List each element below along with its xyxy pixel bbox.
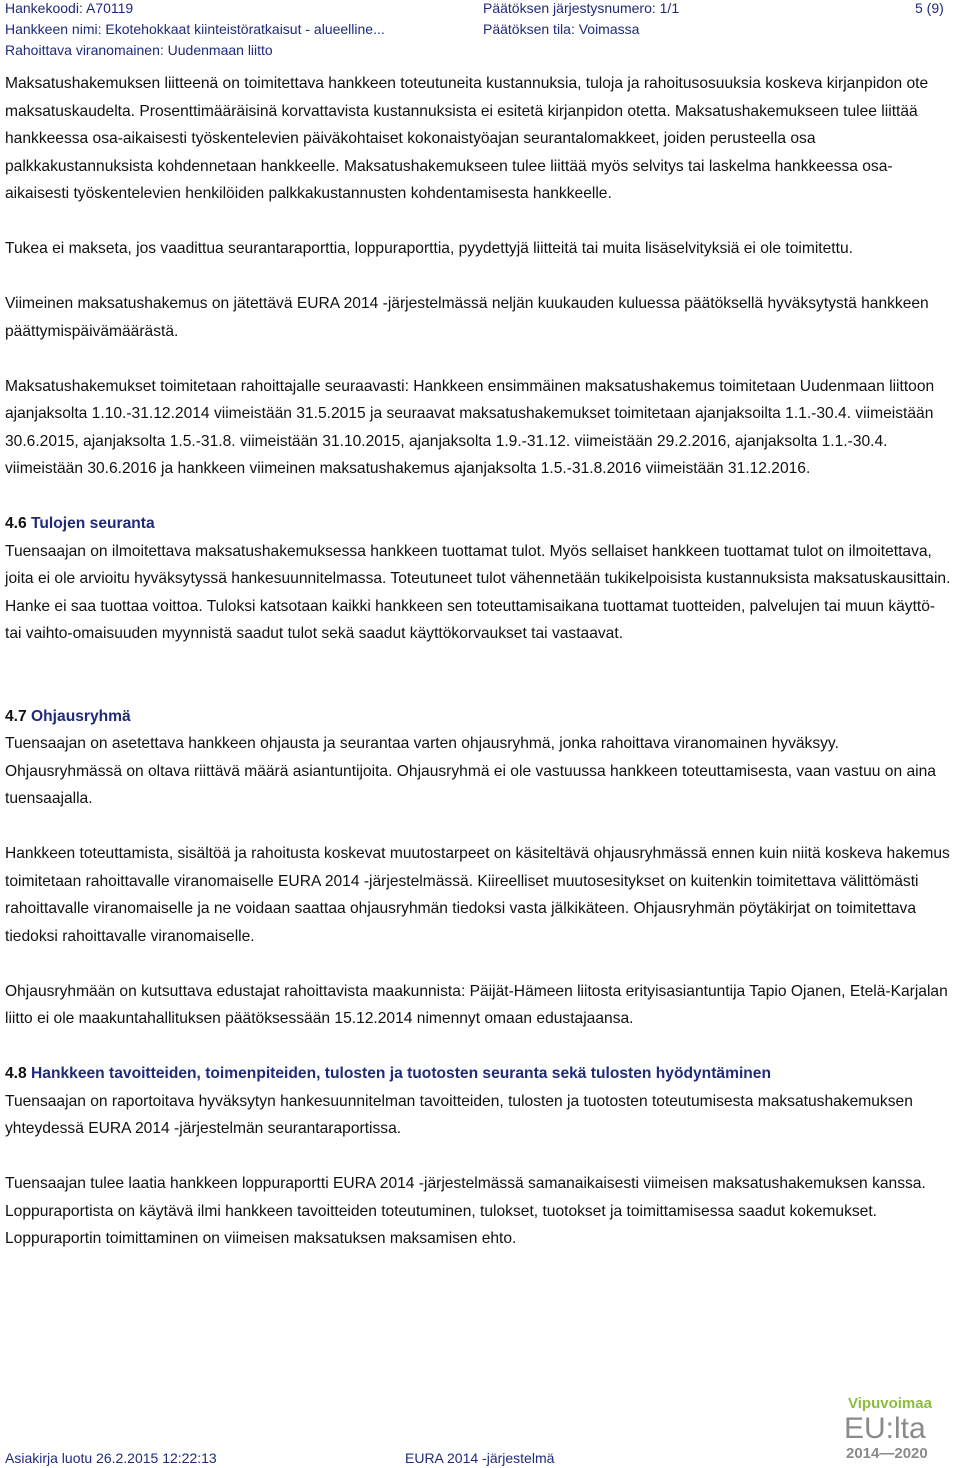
paragraph-payment-attachments: Maksatushakemuksen liitteenä on toimitettava hankkeen toteutuneita kustannuksia, tuloja ja rahoitusosuuksia koskeva kirjanpidon ote maksatuskaudelta. Prosenttimääräisinä korvattavista kustannuksista ei esitetä kirjanpidon otetta. Maksatushakemukseen tulee liittää hankkeessa osa-aikaisesti työskentelevien päiväkohtaiset kokonaistyöajan seurantalomakkeet, joiden perusteella osa palkkakustannuksista kohdennetaan hankkeelle. Maksatushakemukseen tulee liittää myös selvitys tai laskelma hankkeessa osa-aikaisesti työskentelevien henkilöiden palkkakustannusten kohdentamisesta hankkeelle. xyxy=(5,75,929,202)
system-name: EURA 2014 -järjestelmä xyxy=(405,1450,555,1466)
paragraph-steering-1: Tuensaajan on asetettava hankkeen ohjausta ja seurantaa varten ohjausryhmä, jonka rahoittava viranomainen hyväksyy. Ohjausryhmässä on oltava riittävä määrä asiantuntijoita. Ohjausryhmä ei ole vastuussa hankkeen toteuttamisesta, vaan vastuu on aina tuensaajalla. xyxy=(5,735,936,807)
heading-title: Hankkeen tavoitteiden, toimenpiteiden, tulosten ja tuotosten seuranta sekä tulosten hyödyntäminen xyxy=(31,1065,771,1082)
document-created: Asiakirja luotu 26.2.2015 12:22:13 xyxy=(5,1450,217,1466)
project-name: Hankkeen nimi: Ekotehokkaat kiinteistöratkaisut - alueelline... xyxy=(5,21,385,37)
heading-income-monitoring xyxy=(5,510,955,538)
paragraph-reporting-2: Tuensaajan tulee laatia hankkeen loppuraportti EURA 2014 -järjestelmässä samanaikaisesti viimeisen maksatushakemuksen kanssa. Loppuraportista on käytävä ilmi hankkeen tavoitteiden toteutuminen, tulokset, tuotokset ja toimittamisessa saadut kokemukset. Loppuraportin toimittaminen on viimeisen maksatuksen maksamisen ehto. xyxy=(5,1175,926,1247)
heading-title: Tulojen seuranta xyxy=(31,515,155,532)
logo-line-2: EU:lta xyxy=(844,1412,926,1445)
heading-number: 4.8 xyxy=(5,1065,27,1082)
spacer xyxy=(5,675,955,703)
paragraph-schedule: Maksatushakemukset toimitetaan rahoittajalle seuraavasti: Hankkeen ensimmäinen maksatushakemus toimitetaan Uudenmaan liittoon ajanjaksolta 1.10.-31.12.2014 viimeistään 31.5.2015 ja seuraavat maksatushakemukset toimitetaan ajanjaksoilta 1.1.-30.4. viimeistään 30.6.2015, ajanjaksolta 1.5.-31.8. viimeistään 31.10.2015, ajanjaksolta 1.9.-31.12. viimeistään 29.2.2016, ajanjaksolta 1.1.-30.4. viimeistään 30.6.2016 ja hankkeen viimeinen maksatushakemus ajanjaksolta 1.5.-31.8.2016 viimeistään 31.12.2016. xyxy=(5,377,935,477)
document-body xyxy=(5,70,955,1280)
logo-line-3: 2014—2020 xyxy=(846,1445,928,1462)
heading-number: 4.6 xyxy=(5,515,27,532)
paragraph-steering-3: Ohjausryhmään on kutsuttava edustajat rahoittavista maakunnista: Päijät-Hämeen liitosta erityisasiantuntija Tapio Ojanen, Etelä-Karjalan liitto ei ole maakuntahallituksen päätöksessään 15.12.2014 nimennyt omaan edustajaansa. xyxy=(5,982,948,1027)
paragraph-no-support: Tukea ei makseta, jos vaadittua seurantaraporttia, loppuraporttia, pyydettyjä liitteitä tai muita lisäselvityksiä ei ole toimitettu. xyxy=(5,240,853,257)
decision-order-number: Päätöksen järjestysnumero: 1/1 xyxy=(483,0,680,16)
paragraph-last-application: Viimeinen maksatushakemus on jätettävä EURA 2014 -järjestelmässä neljän kuukauden kuluessa päätöksellä hyväksytystä hankkeen päättymispäivämäärästä. xyxy=(5,295,929,340)
heading-number: 4.7 xyxy=(5,707,27,725)
decision-status: Päätöksen tila: Voimassa xyxy=(483,21,640,37)
heading-steering-group xyxy=(5,703,955,731)
paragraph-income: Tuensaajan on ilmoitettava maksatushakemuksessa hankkeen tuottamat tulot. Myös sellaiset hankkeen tuottamat tulot on ilmoitettava, joita ei ole arvioitu hyväksytyssä hankesuunnitelmassa. Toteutuneet tulot vähennetään tukikelpoisista kustannuksista maksatuskausittain. Hanke ei saa tuottaa voittoa. Tuloksi katsotaan kaikki hankkeen sen toteuttamisaikana tuottamat tuotteiden, palvelujen tai muun käyttö- tai vaihto-omaisuuden myynnistä saadut tulot sekä saadut käyttökorvaukset tai vastaavat. xyxy=(5,542,951,642)
heading-title: Ohjausryhmä xyxy=(31,707,131,725)
paragraph-reporting-1: Tuensaajan on raportoitava hyväksytyn hankesuunnitelman tavoitteiden, tulosten ja tuotosten toteutumisesta maksatushakemuksen yhteydessä EURA 2014 -järjestelmän seurantaraportissa. xyxy=(5,1092,913,1137)
page-number: 5 (9) xyxy=(915,0,944,16)
project-code: Hankekoodi: A70119 xyxy=(5,0,134,16)
funding-authority: Rahoittava viranomainen: Uudenmaan liitto xyxy=(5,42,273,58)
heading-monitoring-results xyxy=(5,1060,955,1088)
paragraph-steering-2: Hankkeen toteuttamista, sisältöä ja rahoitusta koskevat muutostarpeet on käsiteltävä ohjausryhmässä ennen kuin niitä koskeva hakemus toimitetaan rahoittavalle viranomaiselle EURA 2014 -järjestelmässä. Kiireelliset muutosesitykset on kuitenkin toimitettava välittömästi rahoittavalle viranomaiselle ja ne voidaan saattaa ohjausryhmän tiedoksi vasta jälkikäteen. Ohjausryhmän pöytäkirjat on toimitettava tiedoksi rahoittavalle viranomaiselle. xyxy=(5,845,950,945)
eu-logo xyxy=(840,1390,952,1462)
logo-line-1: Vipuvoimaa xyxy=(848,1395,932,1412)
